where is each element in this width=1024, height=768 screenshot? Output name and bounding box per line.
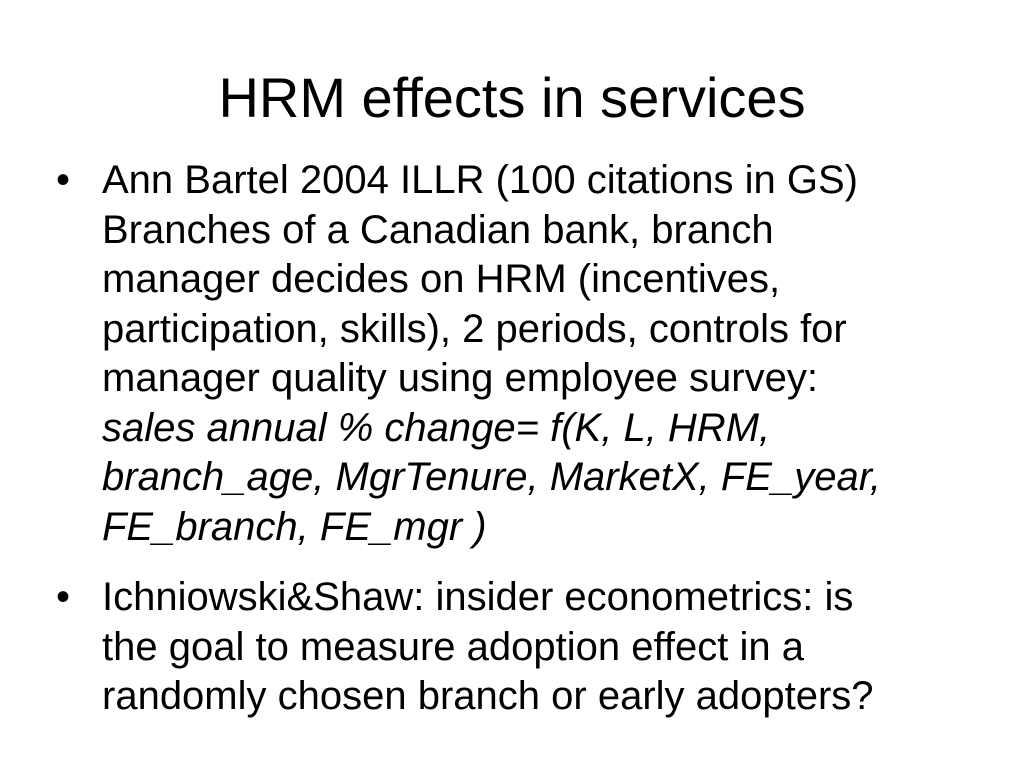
bullet-line: manager quality using employee survey:	[102, 356, 818, 400]
bullet-line: Ann Bartel 2004 ILLR (100 citations in GS)	[102, 158, 858, 202]
bullet-item-ichniowski	[56, 573, 1006, 722]
bullet-line: the goal to measure adoption effect in a	[102, 624, 804, 669]
bullet-line: Ichniowski&Shaw: insider econometrics: is	[102, 575, 854, 619]
equation-line: sales annual % change= f(K, L, HRM,	[102, 405, 771, 450]
slide-title-text: HRM effects in services	[218, 66, 806, 129]
bullet-item-bartel	[56, 156, 1006, 552]
bullet-line: participation, skills), 2 periods, controls for	[102, 306, 847, 351]
equation-line: branch_age, MgrTenure, MarketX, FE_year,	[102, 455, 881, 499]
bullet-list	[56, 156, 1006, 722]
slide-title	[0, 66, 1024, 130]
bullet-line: randomly chosen branch or early adopters?	[102, 674, 874, 718]
equation-line: FE_branch, FE_mgr )	[102, 504, 487, 549]
bullet-line: Branches of a Canadian bank, branch	[102, 207, 774, 252]
bullet-icon: •	[56, 575, 71, 619]
bullet-icon: •	[56, 158, 71, 202]
bullet-line: manager decides on HRM (incentives,	[102, 257, 781, 301]
